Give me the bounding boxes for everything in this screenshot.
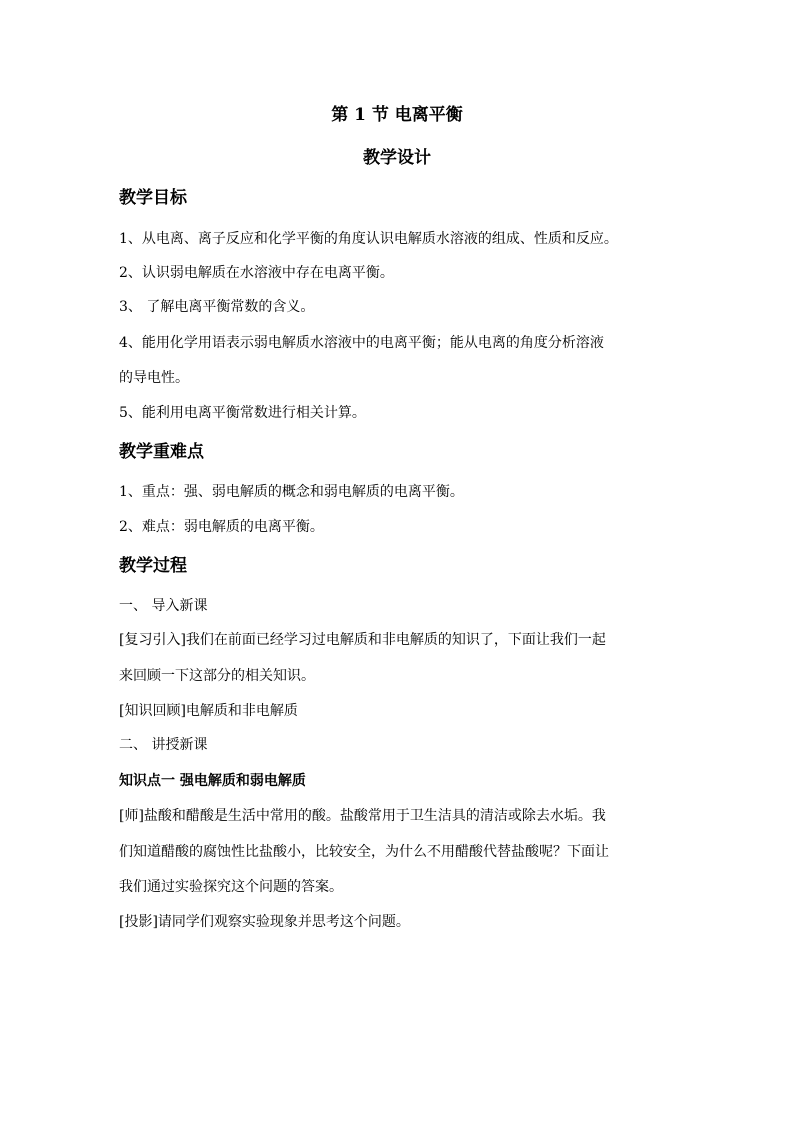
document-subtitle: 教学设计: [363, 148, 431, 168]
process-line-1: 一、 导入新课: [119, 598, 208, 614]
process-line-4: [知识回顾]电解质和非电解质: [119, 703, 298, 719]
knowledge-point-heading: 知识点一 强电解质和弱电解质: [119, 773, 306, 789]
section-heading-process: 教学过程: [119, 556, 187, 576]
objective-item-3: 3、 了解电离平衡常数的含义。: [119, 299, 315, 315]
section-heading-objectives: 教学目标: [119, 188, 187, 208]
objective-item-4: 4、能用化学用语表示弱电解质水溶液中的电离平衡；能从电离的角度分析溶液: [119, 335, 604, 351]
process-line-2: [复习引入]我们在前面已经学习过电解质和非电解质的知识了，下面让我们一起: [119, 632, 606, 648]
objective-item-5: 5、能利用电离平衡常数进行相关计算。: [119, 405, 366, 421]
knowledge-line-1: [师]盐酸和醋酸是生活中常用的酸。盐酸常用于卫生洁具的清洁或除去水垢。我: [119, 808, 606, 824]
knowledge-line-2: 们知道醋酸的腐蚀性比盐酸小，比较安全，为什么不用醋酸代替盐酸呢？下面让: [119, 844, 609, 860]
key-point-item-1: 1、重点：强、弱电解质的概念和弱电解质的电离平衡。: [119, 484, 464, 500]
process-line-3: 来回顾一下这部分的相关知识。: [119, 668, 315, 684]
section-heading-key-points: 教学重难点: [119, 442, 204, 462]
knowledge-line-4: [投影]请同学们观察实验现象并思考这个问题。: [119, 914, 410, 930]
objective-item-4-continued: 的导电性。: [119, 370, 189, 386]
document-title: 第 1 节 电离平衡: [331, 105, 463, 125]
key-point-item-2: 2、难点：弱电解质的电离平衡。: [119, 519, 324, 535]
knowledge-line-3: 我们通过实验探究这个问题的答案。: [119, 879, 343, 895]
process-line-5: 二、 讲授新课: [119, 737, 208, 753]
objective-item-1: 1、从电离、离子反应和化学平衡的角度认识电解质水溶液的组成、性质和反应。: [119, 231, 618, 247]
objective-item-2: 2、认识弱电解质在水溶液中存在电离平衡。: [119, 265, 394, 281]
